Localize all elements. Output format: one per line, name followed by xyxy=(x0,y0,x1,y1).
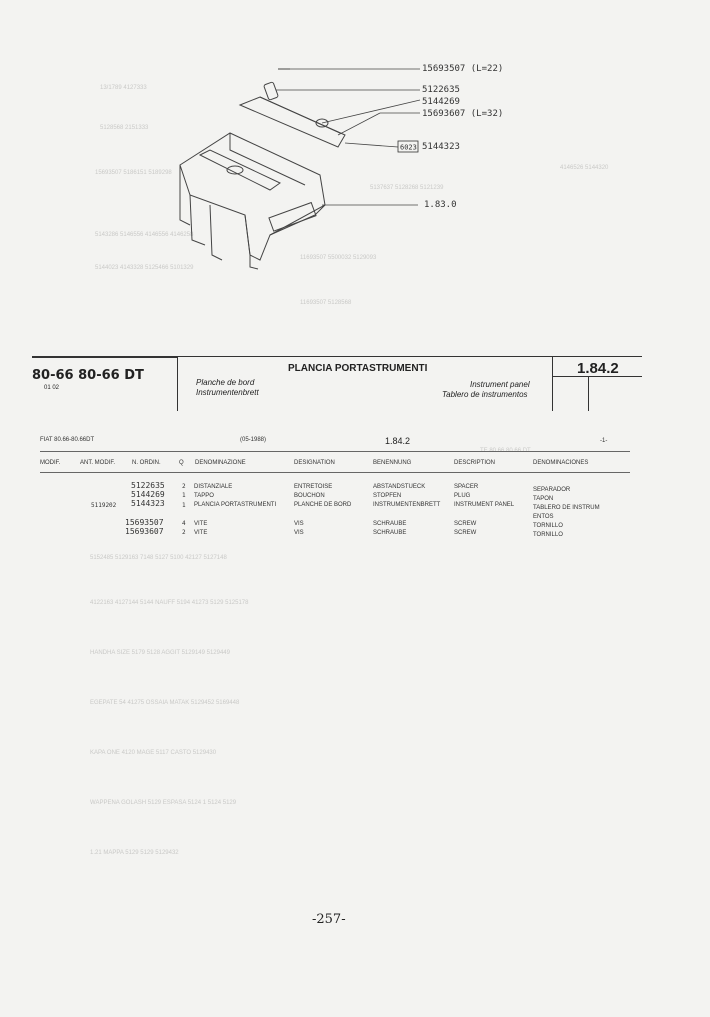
col-header: DENOMINACIONES xyxy=(533,460,589,466)
table-cell: PLUG xyxy=(454,493,471,499)
table-cell: ENTOS xyxy=(533,514,554,520)
table-cell: VIS xyxy=(294,530,304,536)
title-french: Planche de bord xyxy=(196,378,255,387)
title-italian: PLANCIA PORTASTRUMENTI xyxy=(288,363,428,374)
instrument-panel-exploded-diagram xyxy=(150,55,570,345)
table-cell: INSTRUMENTENBRETT xyxy=(373,502,441,508)
table-cell: ENTRETOISE xyxy=(294,484,333,490)
table-cell: 1 xyxy=(182,492,186,499)
title-english: Instrument panel xyxy=(470,380,530,389)
page-marker: -1- xyxy=(600,438,608,444)
table-cell: TAPPO xyxy=(194,493,214,499)
table-cell: 5144269 xyxy=(131,490,165,499)
page-number: -257- xyxy=(312,912,346,927)
table-cell: PLANCIA PORTASTRUMENTI xyxy=(194,502,277,508)
callout-label: 5144269 xyxy=(422,97,460,107)
model-sub: 01 02 xyxy=(44,385,60,391)
table-cell: STOPFEN xyxy=(373,493,402,499)
table-cell: 2 xyxy=(182,483,186,490)
table-cell: SEPARADOR xyxy=(533,487,571,493)
callout-label: 15693607 (L=32) xyxy=(422,109,504,119)
table-cell: 2 xyxy=(182,529,186,536)
title-spanish: Tablero de instrumentos xyxy=(442,390,528,399)
table-cell: SPACER xyxy=(454,484,479,490)
table-cell: SCHRAUBE xyxy=(373,521,407,527)
callout-label: 5122635 xyxy=(422,85,460,95)
callout-label: 15693507 (L=22) xyxy=(422,64,504,74)
col-header: Q xyxy=(179,460,184,466)
table-cell: SCHRAUBE xyxy=(373,530,407,536)
table-cell: 5119202 xyxy=(91,502,117,509)
callout-label: 5144323 xyxy=(422,142,460,152)
table-cell: PLANCHE DE BORD xyxy=(294,502,352,508)
table-cell: 1 xyxy=(182,502,186,509)
col-header: ANT. MODIF. xyxy=(80,460,116,466)
col-header: BENENNUNG xyxy=(373,460,412,466)
table-cell: TORNILLO xyxy=(533,523,563,529)
col-header: N. ORDIN. xyxy=(132,460,161,466)
table-cell: VIS xyxy=(294,521,304,527)
section-number: 1.84.2 xyxy=(577,360,619,377)
table-cell: INSTRUMENT PANEL xyxy=(454,502,515,508)
table-cell: SCREW xyxy=(454,521,477,527)
table-cell: 4 xyxy=(182,520,186,527)
col-header: MODIF. xyxy=(40,460,61,466)
table-cell: VITE xyxy=(194,521,208,527)
model-code: 80-66 80-66 DT xyxy=(32,368,144,383)
table-date: (05-1988) xyxy=(240,437,267,443)
table-cell: 15693607 xyxy=(125,527,164,536)
table-cell: 5122635 xyxy=(131,481,165,490)
table-cell: TAPON xyxy=(533,496,554,502)
col-header: DESCRIPTION xyxy=(454,460,496,466)
title-german: Instrumentenbrett xyxy=(196,388,259,397)
col-header: DENOMINAZIONE xyxy=(195,460,246,466)
table-model: FIAT 80.66-80.66DT xyxy=(40,437,95,443)
table-cell: BOUCHON xyxy=(294,493,325,499)
table-cell: ABSTANDSTUECK xyxy=(373,484,426,490)
table-section: 1.84.2 xyxy=(385,436,411,446)
table-cell: TORNILLO xyxy=(533,532,563,538)
table-cell: DISTANZIALE xyxy=(194,484,233,490)
table-cell: 5144323 xyxy=(131,499,165,508)
table-cell: SCREW xyxy=(454,530,477,536)
section-header xyxy=(32,356,642,411)
table-cell: TABLERO DE INSTRUM xyxy=(533,505,600,511)
callout-box-ref: 6023 xyxy=(400,143,417,152)
col-header: DESIGNATION xyxy=(294,460,335,466)
callout-label: 1.83.0 xyxy=(424,200,457,210)
table-cell: 15693507 xyxy=(125,518,164,527)
table-cell: VITE xyxy=(194,530,208,536)
